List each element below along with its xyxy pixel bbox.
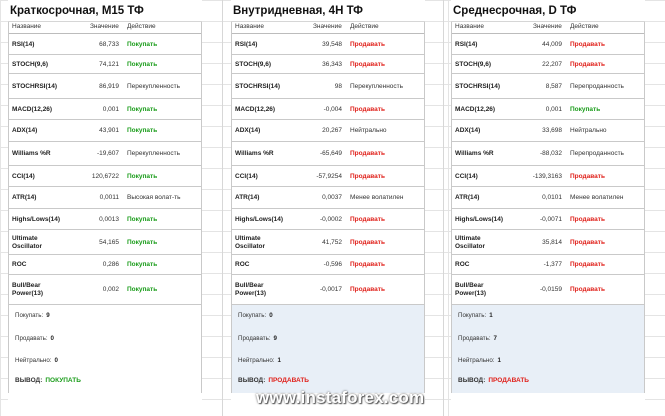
- indicator-action: Покупать: [570, 105, 601, 113]
- indicator-name: RSI(14): [235, 40, 258, 48]
- indicator-name: ATR(14): [235, 194, 260, 201]
- indicator-action: Продавать: [350, 172, 385, 180]
- indicator-action: Покупать: [127, 215, 158, 223]
- indicator-action: Продавать: [350, 40, 385, 48]
- indicator-name: Highs/Lows(14): [235, 215, 284, 223]
- indicator-value: 54,165: [99, 238, 119, 246]
- indicator-panel: [451, 0, 645, 416]
- indicator-value: 43,901: [99, 127, 119, 134]
- table-row: [452, 230, 644, 255]
- header-name: Название: [12, 23, 42, 30]
- indicator-name: ROC: [235, 261, 250, 268]
- indicator-action: Покупать: [127, 105, 158, 113]
- summary-neutral-count: 0: [54, 357, 58, 364]
- table-row: [9, 99, 201, 120]
- summary-buy: [458, 312, 493, 319]
- indicator-value: 86,919: [99, 82, 119, 90]
- indicator-name: MACD(12,26): [455, 105, 496, 113]
- indicator-name: ATR(14): [455, 194, 480, 201]
- indicator-name: Williams %R: [455, 150, 494, 157]
- summary-neutral-label: Нейтрально:: [238, 357, 275, 364]
- summary-buy-label: Покупать:: [15, 312, 44, 319]
- indicator-value: 0,001: [545, 105, 562, 113]
- indicator-value: 98: [334, 82, 342, 90]
- verdict-label: ВЫВОД:: [15, 377, 43, 384]
- panel-title: Среднесрочная, D ТФ: [451, 0, 645, 22]
- indicator-name: MACD(12,26): [12, 105, 53, 113]
- indicator-value: 8,587: [545, 82, 562, 90]
- indicator-value: 44,009: [542, 40, 562, 48]
- summary-sell: [238, 335, 277, 342]
- indicator-value: -0,0071: [539, 215, 562, 223]
- table-row: [9, 230, 201, 255]
- indicator-action: Продавать: [350, 60, 385, 68]
- indicator-value: 68,733: [99, 40, 119, 48]
- header-action: Действие: [570, 23, 599, 30]
- table-header: [232, 22, 424, 34]
- indicator-table: [8, 22, 202, 393]
- table-row: [9, 142, 201, 166]
- table-row: [452, 166, 644, 187]
- indicator-action: Перекупленность: [350, 82, 404, 90]
- indicator-value: 0,001: [102, 105, 119, 113]
- summary-buy: [15, 312, 50, 319]
- indicator-value: 33,698: [542, 127, 562, 134]
- indicator-value: -65,649: [319, 150, 342, 157]
- indicator-name: Williams %R: [235, 150, 274, 157]
- table-row: [9, 120, 201, 142]
- indicator-action: Перекупленность: [127, 150, 181, 157]
- verdict: [458, 377, 529, 384]
- indicator-value: 0,286: [102, 261, 119, 268]
- summary-neutral: [238, 357, 281, 364]
- header-value: Значение: [90, 23, 119, 30]
- indicator-action: Нейтрально: [570, 127, 607, 134]
- header-value: Значение: [313, 23, 342, 30]
- indicator-name: STOCHRSI(14): [12, 82, 58, 90]
- indicator-name: Bull/Bear Power(13): [455, 282, 487, 297]
- indicator-action: Перекупленность: [127, 82, 181, 90]
- table-row: [9, 255, 201, 275]
- indicator-value: -57,9254: [316, 172, 342, 180]
- table-row: [9, 275, 201, 305]
- indicator-table: [451, 22, 645, 393]
- table-row: [232, 255, 424, 275]
- summary-sell-count: 9: [273, 335, 277, 342]
- indicator-name: Highs/Lows(14): [12, 215, 61, 223]
- summary-neutral-label: Нейтрально:: [15, 357, 52, 364]
- summary-sell-count: 7: [493, 335, 497, 342]
- table-row: [9, 166, 201, 187]
- indicator-action: Покупать: [127, 286, 158, 293]
- watermark: www.instaforex.com: [256, 388, 425, 407]
- indicator-value: 0,0037: [322, 194, 342, 201]
- summary-block: [452, 305, 644, 393]
- summary-neutral: [458, 357, 501, 364]
- table-row: [232, 230, 424, 255]
- indicator-value: 20,267: [322, 127, 342, 134]
- indicator-name: CCI(14): [235, 172, 258, 180]
- indicator-value: -139,3163: [532, 172, 562, 180]
- summary-sell-label: Продавать:: [458, 335, 491, 342]
- table-row: [9, 209, 201, 230]
- summary-buy-count: 0: [269, 312, 273, 319]
- header-name: Название: [455, 23, 485, 30]
- indicator-table: [231, 22, 425, 393]
- indicator-name: Ultimate Oscillator: [455, 234, 485, 250]
- summary-buy: [238, 312, 273, 319]
- table-row: [9, 187, 201, 209]
- table-row: [232, 275, 424, 305]
- indicator-name: CCI(14): [12, 172, 35, 180]
- header-name: Название: [235, 23, 265, 30]
- indicator-action: Продавать: [350, 238, 385, 246]
- verdict: [15, 377, 81, 384]
- summary-sell-label: Продавать:: [238, 335, 271, 342]
- indicator-value: 0,0011: [99, 194, 119, 201]
- summary-buy-count: 1: [489, 312, 493, 319]
- table-row: [452, 120, 644, 142]
- indicator-value: 120,6722: [91, 172, 119, 180]
- table-row: [232, 209, 424, 230]
- indicator-action: Покупать: [127, 127, 158, 134]
- indicator-value: 0,0101: [542, 194, 562, 201]
- summary-sell-count: 0: [50, 335, 54, 342]
- indicator-name: STOCH(9,6): [12, 60, 48, 68]
- indicator-value: 35,814: [542, 238, 562, 246]
- table-row: [232, 99, 424, 120]
- indicator-action: Продавать: [570, 215, 605, 223]
- table-header: [9, 22, 201, 34]
- verdict-label: ВЫВОД:: [238, 377, 266, 384]
- indicator-action: Продавать: [570, 238, 605, 246]
- table-row: [452, 55, 644, 74]
- table-row: [452, 275, 644, 305]
- table-row: [452, 255, 644, 275]
- indicator-name: Ultimate Oscillator: [12, 234, 42, 250]
- indicator-action: Покупать: [127, 172, 158, 180]
- header-action: Действие: [350, 23, 379, 30]
- verdict-label: ВЫВОД:: [458, 377, 486, 384]
- indicator-action: Продавать: [570, 286, 605, 293]
- indicator-action: Перепроданность: [570, 150, 624, 157]
- summary-neutral-count: 1: [497, 357, 501, 364]
- summary-sell: [458, 335, 497, 342]
- header-action: Действие: [127, 23, 156, 30]
- indicator-action: Нейтрально: [350, 127, 387, 134]
- table-row: [232, 187, 424, 209]
- indicator-name: Bull/Bear Power(13): [235, 282, 267, 297]
- table-header: [452, 22, 644, 34]
- indicator-name: MACD(12,26): [235, 105, 276, 113]
- indicator-name: ATR(14): [12, 194, 37, 201]
- indicator-name: RSI(14): [455, 40, 478, 48]
- indicator-action: Продавать: [570, 40, 605, 48]
- indicator-value: 22,207: [542, 60, 562, 68]
- indicator-action: Перепроданность: [570, 82, 624, 90]
- summary-sell-label: Продавать:: [15, 335, 48, 342]
- indicator-value: -19,607: [96, 150, 119, 157]
- summary-sell: [15, 335, 54, 342]
- panel-title: Краткосрочная, M15 ТФ: [8, 0, 202, 22]
- table-row: [232, 55, 424, 74]
- table-row: [232, 34, 424, 55]
- summary-block: [9, 305, 201, 393]
- summary-neutral-label: Нейтрально:: [458, 357, 495, 364]
- summary-neutral-count: 1: [277, 357, 281, 364]
- indicator-name: ADX(14): [455, 127, 481, 134]
- indicator-action: Покупать: [127, 40, 158, 48]
- indicator-name: ROC: [12, 261, 27, 268]
- table-row: [452, 209, 644, 230]
- indicator-name: STOCHRSI(14): [455, 82, 501, 90]
- table-row: [9, 55, 201, 74]
- indicator-value: -0,0017: [319, 286, 342, 293]
- table-row: [9, 74, 201, 99]
- table-row: [232, 120, 424, 142]
- table-row: [9, 34, 201, 55]
- indicator-panel: [8, 0, 202, 416]
- summary-neutral: [15, 357, 58, 364]
- indicator-value: 36,343: [322, 60, 342, 68]
- table-row: [452, 34, 644, 55]
- indicator-value: 74,121: [99, 60, 119, 68]
- table-row: [232, 142, 424, 166]
- table-row: [452, 142, 644, 166]
- indicator-action: Продавать: [570, 172, 605, 180]
- indicator-name: Bull/Bear Power(13): [12, 282, 44, 297]
- indicator-value: -1,377: [543, 261, 562, 268]
- indicator-name: STOCH(9,6): [235, 60, 271, 68]
- indicator-name: Highs/Lows(14): [455, 215, 504, 223]
- summary-block: [232, 305, 424, 393]
- indicator-name: RSI(14): [12, 40, 35, 48]
- table-row: [232, 74, 424, 99]
- indicator-value: 39,548: [322, 40, 342, 48]
- indicator-action: Высокая волат-ть: [127, 194, 181, 201]
- table-row: [452, 74, 644, 99]
- panel-title: Внутридневная, 4H ТФ: [231, 0, 425, 22]
- indicator-action: Продавать: [570, 60, 605, 68]
- indicator-value: -0,0002: [319, 215, 342, 223]
- indicator-name: Ultimate Oscillator: [235, 234, 265, 250]
- summary-buy-label: Покупать:: [458, 312, 487, 319]
- indicator-action: Менее волатилен: [350, 194, 404, 201]
- indicator-value: -0,596: [323, 261, 342, 268]
- indicator-action: Покупать: [127, 261, 158, 268]
- indicator-value: 0,002: [102, 286, 119, 293]
- header-value: Значение: [533, 23, 562, 30]
- verdict-value: ПРОДАВАТЬ: [488, 377, 529, 384]
- indicator-action: Продавать: [350, 261, 385, 268]
- table-row: [452, 99, 644, 120]
- verdict: [238, 377, 309, 384]
- table-row: [452, 187, 644, 209]
- indicator-name: ROC: [455, 261, 470, 268]
- indicator-name: ADX(14): [235, 127, 261, 134]
- indicator-value: 41,752: [322, 238, 342, 246]
- indicator-action: Продавать: [350, 105, 385, 113]
- summary-buy-label: Покупать:: [238, 312, 267, 319]
- verdict-value: ПРОДАВАТЬ: [268, 377, 309, 384]
- indicator-action: Продавать: [350, 215, 385, 223]
- indicator-value: -0,0159: [539, 286, 562, 293]
- indicator-action: Покупать: [127, 60, 158, 68]
- indicator-value: 0,0013: [99, 215, 119, 223]
- indicator-action: Менее волатилен: [570, 194, 624, 201]
- indicator-action: Продавать: [350, 286, 385, 293]
- verdict-value: ПОКУПАТЬ: [45, 377, 81, 384]
- indicator-action: Продавать: [570, 261, 605, 268]
- indicator-name: Williams %R: [12, 150, 51, 157]
- indicator-panel: [231, 0, 425, 416]
- indicator-name: CCI(14): [455, 172, 478, 180]
- indicator-value: -88,032: [539, 150, 562, 157]
- summary-buy-count: 9: [46, 312, 50, 319]
- indicator-value: -0,004: [323, 105, 342, 113]
- indicator-action: Продавать: [350, 150, 385, 157]
- indicator-name: STOCH(9,6): [455, 60, 491, 68]
- indicator-action: Покупать: [127, 238, 158, 246]
- table-row: [232, 166, 424, 187]
- indicator-name: STOCHRSI(14): [235, 82, 281, 90]
- indicator-name: ADX(14): [12, 127, 38, 134]
